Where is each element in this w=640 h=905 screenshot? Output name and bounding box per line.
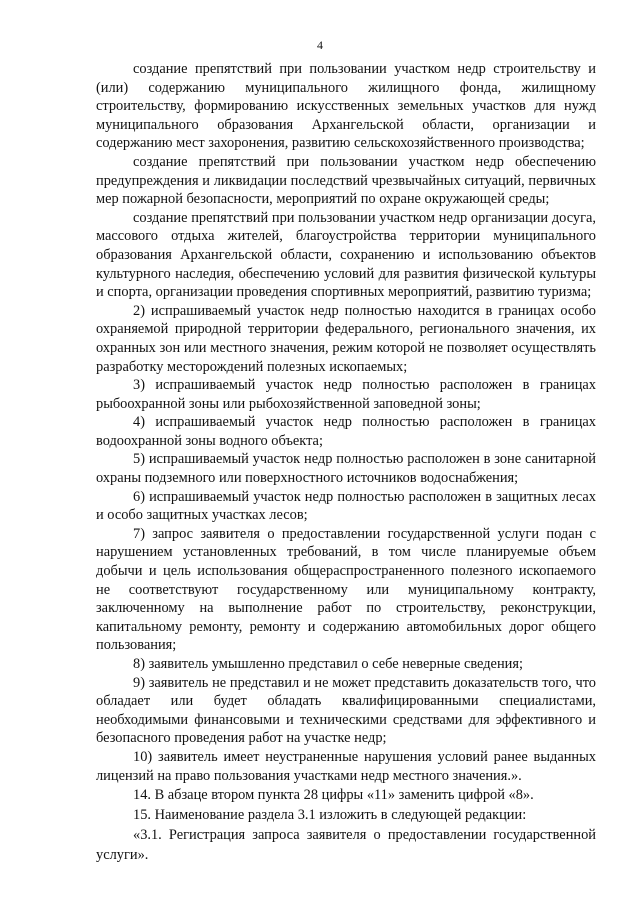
- paragraph-item-6-protective-forests: 6) испрашиваемый участок недр полностью расположен в защитных лесах и особо защитных участках лесов;: [96, 488, 596, 524]
- paragraph-item-4-water-protection: 4) испрашиваемый участок недр полностью расположен в границах водоохранной зоны водного объекта;: [96, 414, 596, 449]
- paragraph-obstacle-housing: создание препятствий при пользовании участком недр строительству и (или) содержанию муниципального жилищного фонда, жилищному строительству, формированию искусственных земельных участков для нужд муниципального образования Архангельской области, организации и содержанию мест захоронения, развитию сельскохозяйственного производства;: [96, 61, 596, 152]
- paragraph-item-2-protected-area: 2) испрашиваемый участок недр полностью находится в границах особо охраняемой природной территории федерального, регионального значения, их охранных зон или местного значения, режим которой не позволяет осуществлять разработку месторождений полезных ископаемых;: [96, 302, 596, 375]
- paragraph-section-title-3-1: «3.1. Регистрация запроса заявителя о предоставлении государственной услуги».: [96, 827, 596, 864]
- paragraph-item-10-violations: 10) заявитель имеет неустраненные нарушения условий ранее выданных лицензий на право пользования участками недр местного значения.».: [96, 748, 596, 784]
- paragraph-item-7-request-violation: 7) запрос заявителя о предоставлении государственной услуги подан с нарушением установленных требований, в том числе планируемые объем добычи и цель использования общераспространенного полезного ископаемого не соответствуют государственному или муниципальному контракту, заключенному на выполнение работ по строительству, реконструкции, капитальному ремонту, ремонту и содержанию автомобильных дорог общего пользования;: [96, 525, 596, 654]
- page-number: 4: [317, 38, 323, 52]
- paragraph-amendment-15: 15. Наименование раздела 3.1 изложить в следующей редакции:: [133, 807, 527, 824]
- paragraph-obstacle-leisure: создание препятствий при пользовании участком недр организации досуга, массового отдыха жителей, благоустройства территории муниципального образования Архангельской области, сохранению и использованию объектов культурного наследия, обеспечению условий для развития физической культуры и спорта, организации проведения спортивных мероприятий, развитию туризма;: [96, 209, 596, 301]
- paragraph-item-9-no-proof: 9) заявитель не представил и не может представить доказательств того, что обладает или будет обладать квалифицированными специалистами, необходимыми финансовыми и техническими средствами для эффективного и безопасного проведения работ на участке недр;: [96, 674, 596, 747]
- paragraph-amendment-14: 14. В абзаце втором пункта 28 цифры «11» заменить цифрой «8».: [133, 787, 534, 804]
- paragraph-item-8-false-information: 8) заявитель умышленно представил о себе неверные сведения;: [133, 656, 523, 672]
- paragraph-item-5-sanitary-zone: 5) испрашиваемый участок недр полностью расположен в зоне санитарной охраны подземного или поверхностного источников водоснабжения;: [96, 451, 596, 487]
- paragraph-item-3-fish-protection: 3) испрашиваемый участок недр полностью расположен в границах рыбоохранной зоны или рыбохозяйственной заповедной зоны;: [96, 377, 596, 412]
- paragraph-obstacle-emergency: создание препятствий при пользовании участком недр обеспечению предупреждения и ликвидации последствий чрезвычайных ситуаций, первичных мер пожарной безопасности, мероприятий по охране окружающей среды;: [96, 153, 596, 208]
- document-body: [96, 60, 596, 865]
